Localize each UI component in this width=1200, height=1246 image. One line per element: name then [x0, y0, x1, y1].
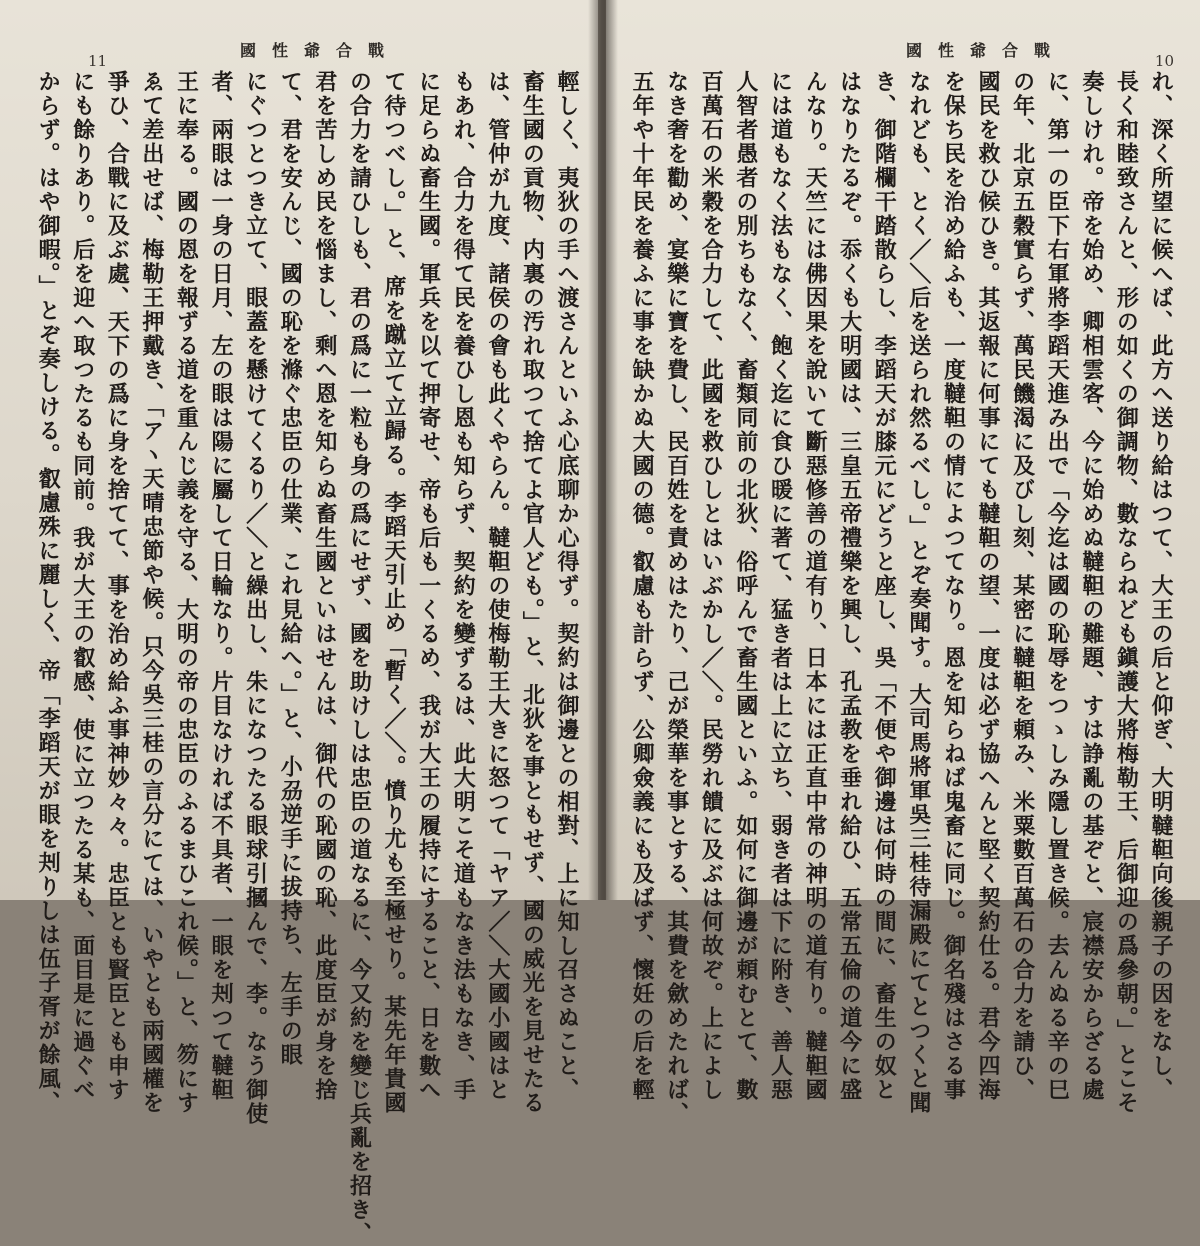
text-column: 人智者愚者の別ちもなく、畜類同前の北狄、俗呼んで畜生國といふ。如何に御邊が頼むとて、數 [732, 70, 759, 1102]
page-number: 10 [1154, 52, 1174, 70]
text-column: 國民を救ひ候ひき。其返報に何事にても韃靼の望、一度は必ず協へんと堅く契約仕る。君今四海 [975, 70, 1002, 1102]
text-column: 五年や十年民を養ふに事を缺かぬ大國の德。叡慮も計らず、公卿僉義にも及ばず、懷妊の后を輕 [629, 70, 656, 1102]
right-page [606, 0, 1200, 1126]
text-column: 畜生國の貢物、内裏の汚れ取つて捨てよ官人ども。」と、北狄を事ともせず、國の威光を見せたる [519, 70, 546, 1115]
text-column: 奏しけれ。帝を始め、卿相雲客、今に始めぬ韃靼の難題、すは諍亂の基ぞと、宸襟安からざる處 [1078, 70, 1105, 1102]
text-column: は、管仲が九度、諸侯の會も此くやらん。韃靼の使梅勒王大きに怒つて「ヤア／＼大國小國はと [484, 70, 511, 1102]
text-column: なれども、とく／＼后を送られ然るべし。」とぞ奏聞す。大司馬將軍吳三桂待漏殿にてとつくと聞 [905, 70, 932, 1115]
text-column: て待つべし。」と、席を蹴立て立歸る。李蹈天引止め「暫く／＼。憤り尤も至極せり。某先年貴國 [381, 70, 408, 1115]
running-head: 國性爺合戰 [906, 41, 1067, 60]
text-column: 王に奉る。國の恩を報ずる道を重んじ義を守る、大明の帝の忠臣のふるまひこれ候。」と、笏にす [173, 70, 200, 1115]
text-column: に、第一の臣下右軍將李蹈天進み出で「今迄は國の恥辱をつゝしみ隱し置き候。去んぬる辛の巳 [1044, 70, 1071, 1102]
text-column: の合力を請ひしも、君の爲に一粒も身の爲にせず、國を助けしは忠臣の道なるに、今又約を變じ兵亂を招き、 [346, 70, 373, 1246]
text-column: て、君を安んじ、國の恥を滌ぐ忠臣の仕業、これ見給へ。」と、小刕逆手に拔持ち、左手の眼 [277, 70, 304, 1067]
text-block [35, 70, 584, 1246]
text-column: 長く和睦致さんと、形の如くの御調物、數ならねども鎭護大將梅勒王、后御迎の爲參朝。」とこそ [1113, 70, 1140, 1115]
text-column: を保ち民を治め給ふも、一度韃靼の情によつてなり。恩を知らねば鬼畜に同じ。御名殘はさる事 [940, 70, 967, 1102]
text-column: なき奢を勸め、宴樂に寶を費し、民百姓を責めはたり、己が榮華を事とする、其費を歛めたれば、 [663, 70, 690, 1126]
text-column: には道もなく法もなく、飽く迄に食ひ暖に著て、猛き者は上に立ち、弱き者は下に附き、善人惡 [767, 70, 794, 1102]
left-page [0, 0, 598, 1246]
text-column: んなり。天竺には佛因果を說いて斷惡修善の道有り、日本には正直中常の神明の道有り。韃靼國 [802, 70, 829, 1102]
text-column: からず。はや御暇。」とぞ奏しける。叡慮殊に麗しく、帝「李蹈天が眼を刔りしは伍子胥が餘風、 [35, 70, 62, 1115]
text-column: ゑて差出せば、梅勒王押戴き、「アヽ天晴忠節や候。只今吳三桂の言分にては、いやとも兩國權を [138, 70, 165, 1115]
text-column: にぐつとつき立て、眼蓋を懸けてくるり／＼と繰出し、朱になつたる眼球引摑んで、李。なう御使 [242, 70, 269, 1126]
text-column: 君を苦しめ民を惱まし、剩へ恩を知らぬ畜生國といはせんは、御代の恥國の恥、此度臣が身を捨 [311, 70, 338, 1102]
text-column: にも餘りあり。后を迎へ取つたるも同前。我が大王の叡感、使に立つたる某も、面目是に過ぐべ [69, 70, 96, 1102]
text-column: に足らぬ畜生國。軍兵を以て押寄せ、帝も后も一くるめ、我が大王の履持にすること、日を數へ [415, 70, 442, 1102]
text-column: れ、深く所望に候へば、此方へ送り給はつて、大王の后と仰ぎ、大明韃靼向後親子の因をなし、 [1148, 70, 1174, 1102]
text-column: 爭ひ、合戰に及ぶ處、天下の爲に身を捨てて、事を治め給ふ事神妙々々。忠臣とも賢臣とも申す [104, 70, 131, 1102]
text-column: の年、北京五穀實らず、萬民饑渴に及びし刻、某密に韃靼を頼み、米粟數百萬石の合力を請ひ、 [1009, 70, 1036, 1102]
text-column: 輕しく、夷狄の手へ渡さんといふ心底聊か心得ず。契約は御邊との相對、上に知し召さぬこと、 [554, 70, 580, 1102]
text-column: はなりたるぞ。忝くも大明國は、三皇五帝禮樂を興し、孔孟教を垂れ給ひ、五常五倫の道今に盛 [836, 70, 863, 1102]
text-column: 百萬石の米穀を合力して、此國を救ひしとはいぶかし／＼。民勞れ饋に及ぶは何故ぞ。上によし [698, 70, 725, 1102]
text-column: き、御階欄干踏散らし、李蹈天が膝元にどうと座し、吳「不便や御邊は何時の間に、畜生の奴と [871, 70, 898, 1102]
text-column: 者、兩眼は一身の日月、左の眼は陽に屬して日輪なり。片目なければ不具者、一眼を刔つて韃靼 [208, 70, 235, 1102]
text-column: もあれ、合力を得て民を養ひし恩も知らず、契約を變ずるは、此大明こそ道もなき法もなき、手 [450, 70, 477, 1102]
text-block [618, 70, 1178, 1126]
page-number: 11 [88, 52, 108, 70]
running-head: 國性爺合戰 [240, 41, 401, 60]
book-gutter [588, 0, 618, 900]
